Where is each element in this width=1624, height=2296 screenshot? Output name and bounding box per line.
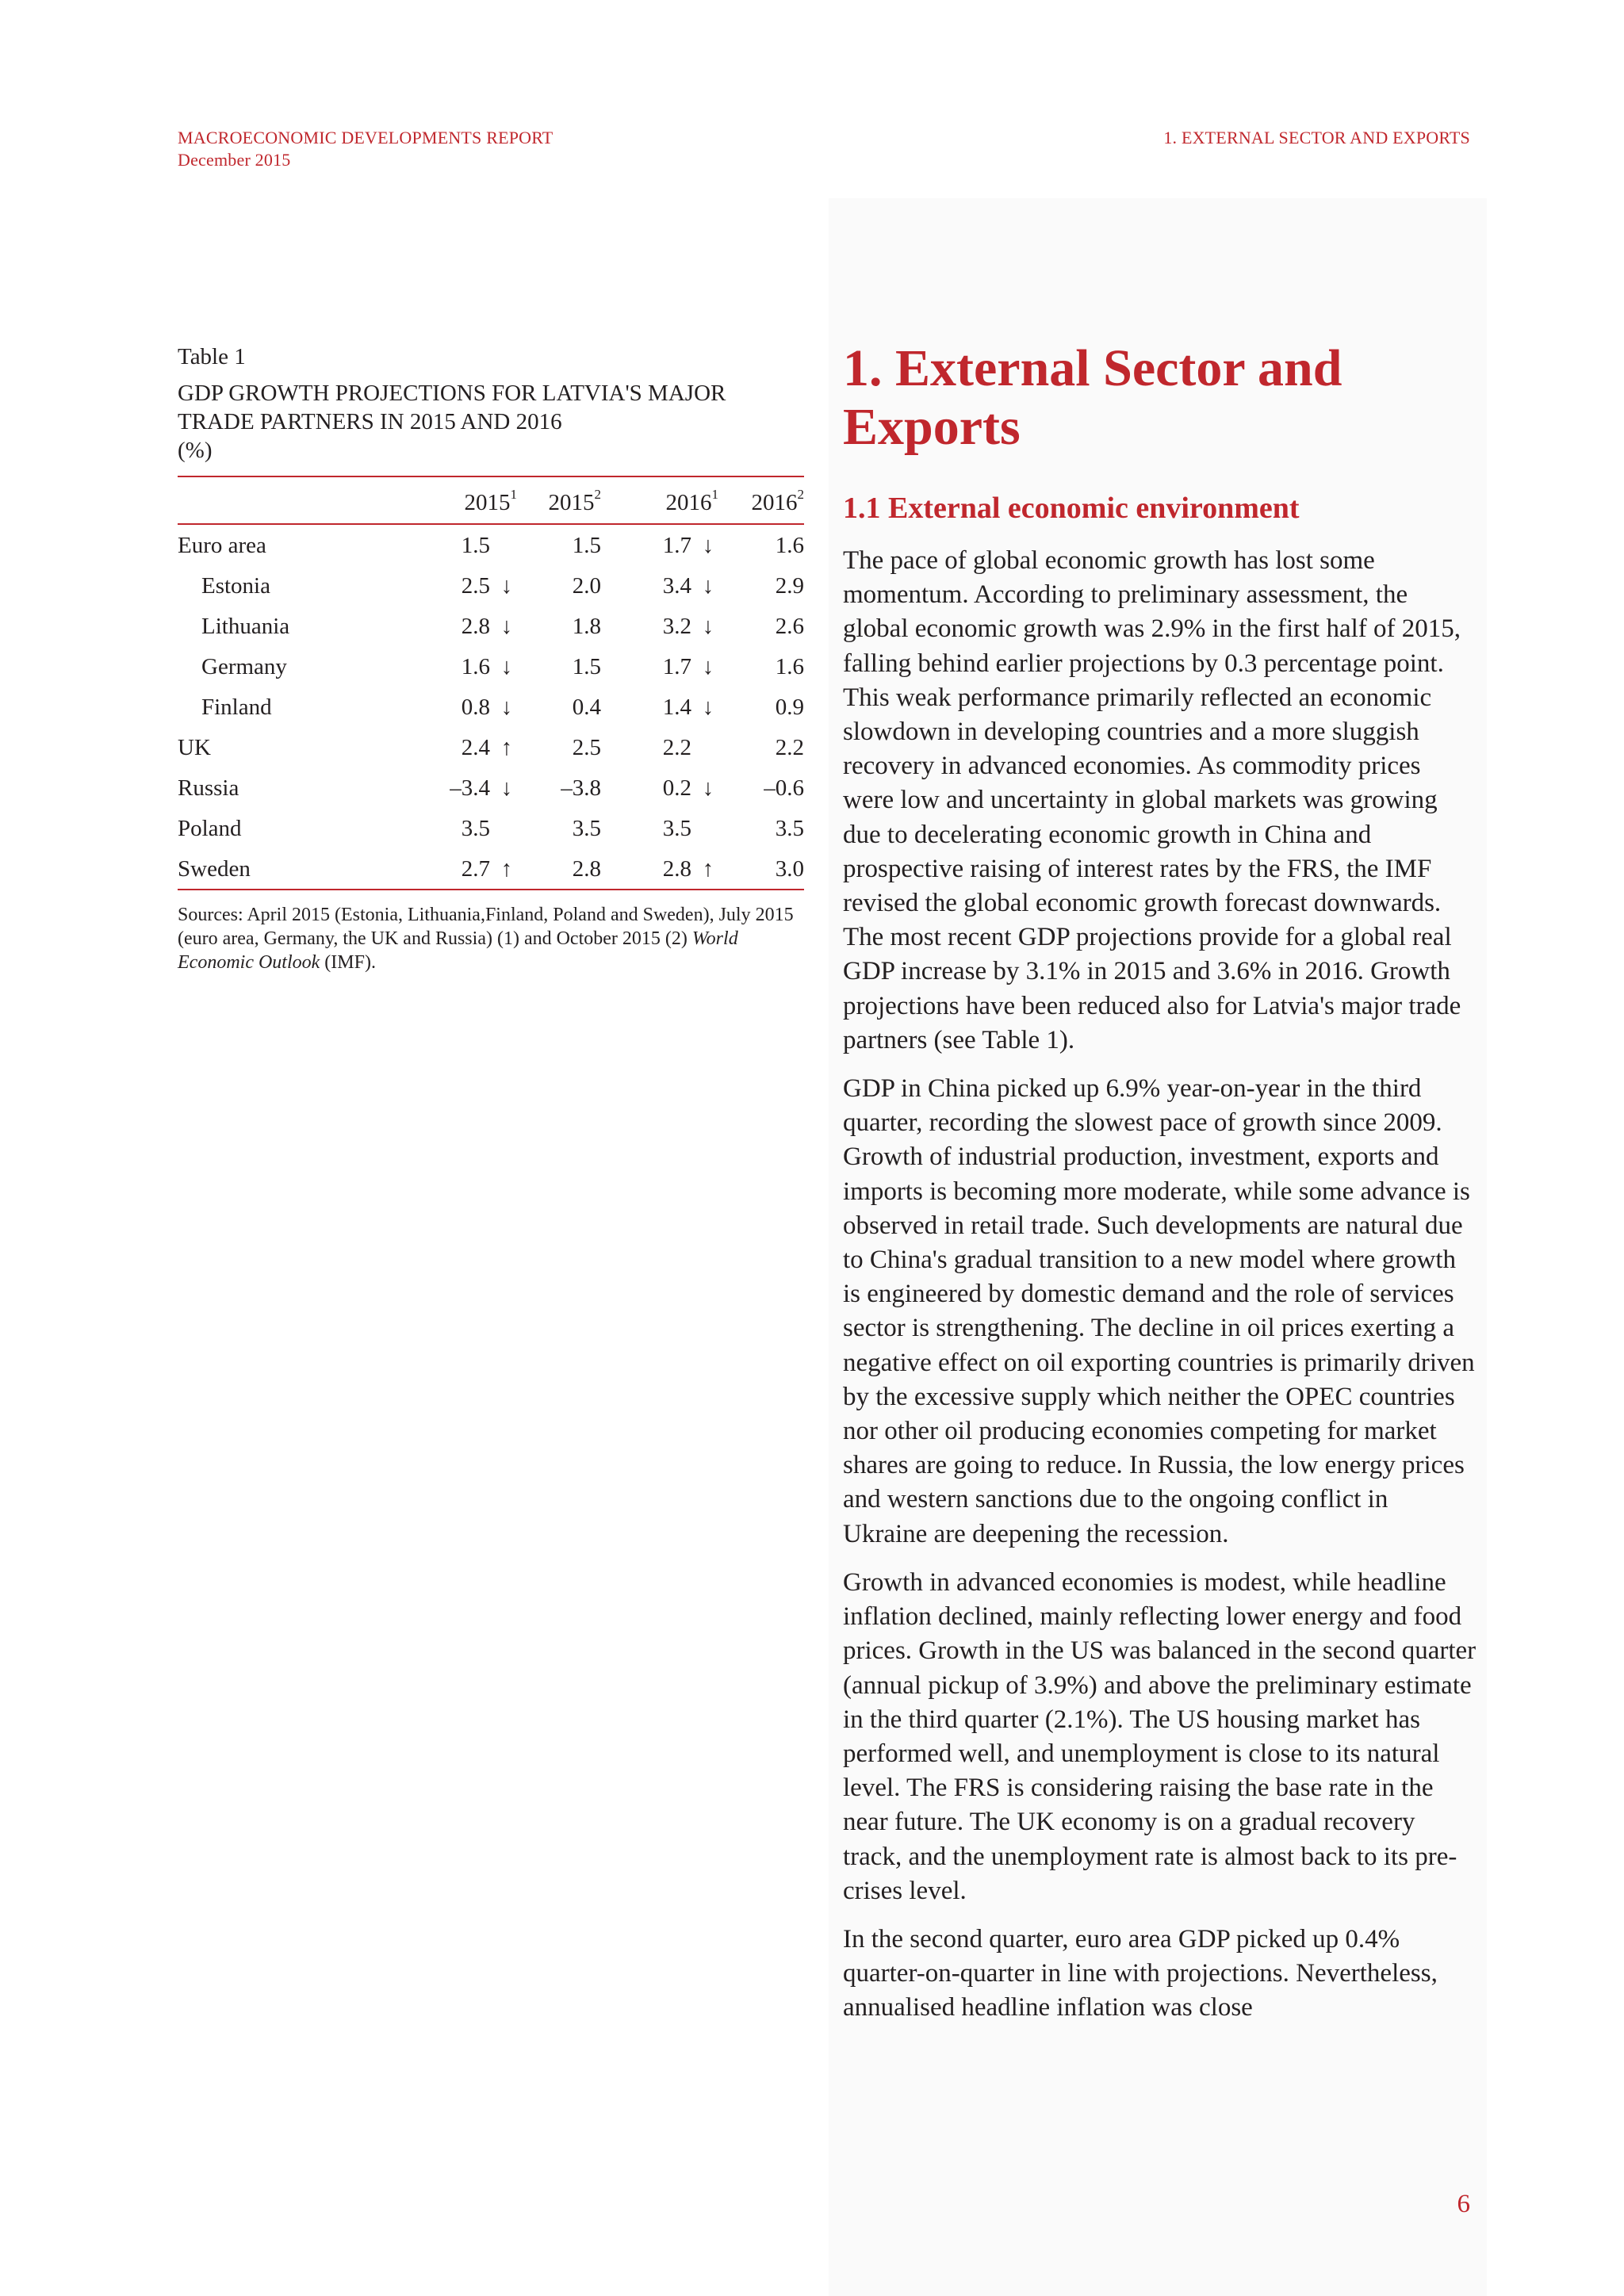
report-title: MACROECONOMIC DEVELOPMENTS REPORT [178, 128, 553, 147]
value-cell: 2.8 [572, 856, 601, 882]
table-row [178, 606, 804, 646]
table-header-row [178, 476, 804, 524]
revision-arrow-icon: ↑ [500, 856, 513, 882]
value-cell: 0.8 ↓ [416, 687, 517, 727]
value-cell: 1.7 ↓ [601, 646, 718, 687]
revision-arrow-icon: ↑ [702, 856, 714, 882]
country-cell: Germany [201, 654, 287, 679]
header-blank [178, 476, 416, 524]
value-cell: 1.6 [775, 533, 804, 558]
value-cell: 1.6 ↓ [416, 646, 517, 687]
value-cell: 2.5 [572, 735, 601, 760]
value-cell: 3.0 [775, 856, 804, 882]
revision-arrow-icon: ↑ [500, 735, 513, 760]
value-cell: 2.5 ↓ [416, 565, 517, 606]
revision-arrow-icon: ↓ [702, 775, 714, 801]
column-header: 2016$^1$ [601, 476, 718, 524]
table-block [178, 342, 804, 974]
article [843, 339, 1477, 2040]
value-cell: 2.2 [662, 735, 691, 760]
value-cell: 2.4 ↑ [416, 727, 517, 767]
value-cell: 3.2 ↓ [601, 606, 718, 646]
table-row [178, 727, 804, 767]
country-cell: Lithuania [201, 614, 290, 639]
report-date: December 2015 [178, 150, 291, 170]
value-cell: 2.6 [775, 614, 804, 639]
value-cell: 2.0 [572, 573, 601, 599]
value-cell: –3.4 ↓ [416, 767, 517, 808]
value-cell: 3.4 ↓ [601, 565, 718, 606]
revision-arrow-icon: ↓ [702, 573, 714, 599]
revision-arrow-icon: ↓ [702, 533, 714, 558]
table-row [178, 767, 804, 808]
table-sources: Sources: April 2015 (Estonia, Lithuania,Finland, Poland and Sweden), July 2015 (euro area, Germany, the UK and Russia) (1) and October 2015 (2) World Economic Outlook (IMF). [178, 905, 794, 973]
value-cell: 3.5 [662, 816, 691, 841]
value-cell: –0.6 [764, 775, 804, 801]
revision-arrow-icon: ↓ [702, 614, 714, 639]
revision-arrow-icon: ↓ [500, 614, 513, 639]
value-cell: 2.8 ↓ [416, 606, 517, 646]
revision-arrow-icon: ↓ [500, 775, 513, 801]
table-caption: Table 1 [178, 344, 246, 369]
revision-arrow-icon: ↓ [500, 573, 513, 599]
running-header-left [178, 127, 553, 171]
table-row [178, 565, 804, 606]
table-title: GDP GROWTH PROJECTIONS FOR LATVIA'S MAJOR TRADE PARTNERS IN 2015 AND 2016 [178, 381, 726, 434]
column-header: 2015$^2$ [517, 476, 601, 524]
value-cell: 2.7 ↑ [416, 848, 517, 890]
value-cell: 1.8 [572, 614, 601, 639]
column-header: 2016$^2$ [718, 476, 804, 524]
country-cell: UK [178, 735, 211, 760]
value-cell: 1.6 [775, 654, 804, 679]
value-cell: 1.4 ↓ [601, 687, 718, 727]
value-cell: 2.2 [775, 735, 804, 760]
section-heading: 1. External Sector and Exports [843, 339, 1342, 456]
table-row [178, 687, 804, 727]
page-number: 6 [1457, 2190, 1470, 2218]
publication-title: World Economic Outlook [178, 928, 738, 973]
table-row [178, 808, 804, 848]
table-row [178, 524, 804, 565]
value-cell: –3.8 [561, 775, 601, 801]
country-cell: Estonia [201, 573, 270, 599]
column-header: 2015$^1$ [416, 476, 517, 524]
table-row [178, 848, 804, 890]
paragraph: GDP in China picked up 6.9% year-on-year in the third quarter, recording the slowest pace of growth since 2009. Growth of industrial production, investment, exports and imports is becoming more moderate, while some advance is observed in retail trade. Such developments are natural due to China's gradual transition to a new model where growth is engineered by domestic demand and the role of services sector is strengthening. The decline in oil prices exerting a negative effect on oil exporting countries is primarily driven by the excessive supply which neither the OPEC countries nor other oil producing economies competing for market shares are going to reduce. In Russia, the low energy prices and western sanctions due to the ongoing conflict in Ukraine are deepening the recession. [843, 1074, 1475, 1548]
revision-arrow-icon: ↓ [500, 695, 513, 720]
table-row [178, 646, 804, 687]
table-unit: (%) [178, 438, 213, 463]
revision-arrow-icon: ↓ [702, 695, 714, 720]
value-cell: 0.4 [572, 695, 601, 720]
gdp-projections-table [178, 476, 804, 890]
value-cell: 1.7 ↓ [601, 524, 718, 565]
table-body [178, 524, 804, 890]
running-header-section: 1. EXTERNAL SECTOR AND EXPORTS [1163, 128, 1470, 147]
country-cell: Finland [201, 695, 272, 720]
revision-arrow-icon: ↓ [500, 654, 513, 679]
value-cell: 1.5 [572, 533, 601, 558]
country-cell: Euro area [178, 533, 266, 558]
value-cell: 1.5 [572, 654, 601, 679]
subsection-heading: 1.1 External economic environment [843, 492, 1300, 525]
paragraph: In the second quarter, euro area GDP picked up 0.4% quarter-on-quarter in line with projections. Nevertheless, annualised headline inflation was close [843, 1924, 1438, 2022]
country-cell: Sweden [178, 856, 251, 882]
value-cell: 2.8 ↑ [601, 848, 718, 890]
value-cell: 0.9 [775, 695, 804, 720]
value-cell: 1.5 [461, 533, 490, 558]
country-cell: Russia [178, 775, 239, 801]
value-cell: 0.2 ↓ [601, 767, 718, 808]
value-cell: 2.9 [775, 573, 804, 599]
country-cell: Poland [178, 816, 242, 841]
revision-arrow-icon: ↓ [702, 654, 714, 679]
value-cell: 3.5 [461, 816, 490, 841]
paragraph: The pace of global economic growth has lost some momentum. According to preliminary assessment, the global economic growth was 2.9% in the first half of 2015, falling behind earlier projections by 0.3 percentage point. This weak performance primarily reflected an economic slowdown in developing countries and a more sluggish recovery in advanced economies. As commodity prices were low and uncertainty in global markets was growing due to decelerating economic growth in China and prospective raising of interest rates by the FRS, the IMF revised the global economic growth forecast downwards. The most recent GDP projections provide for a global real GDP increase by 3.1% in 2015 and 3.6% in 2016. Growth projections have been reduced also for Latvia's major trade partners (see Table 1). [843, 546, 1461, 1054]
value-cell: 3.5 [775, 816, 804, 841]
value-cell: 3.5 [572, 816, 601, 841]
paragraph: Growth in advanced economies is modest, while headline inflation declined, mainly reflecting lower energy and food prices. Growth in the US was balanced in the second quarter (annual pickup of 3.9%) and above the preliminary estimate in the third quarter (2.1%). The US housing market has performed well, and unemployment is close to its natural level. The FRS is considering raising the base rate in the near future. The UK economy is on a gradual recovery track, and the unemployment rate is almost back to its pre-crises level. [843, 1567, 1477, 1905]
